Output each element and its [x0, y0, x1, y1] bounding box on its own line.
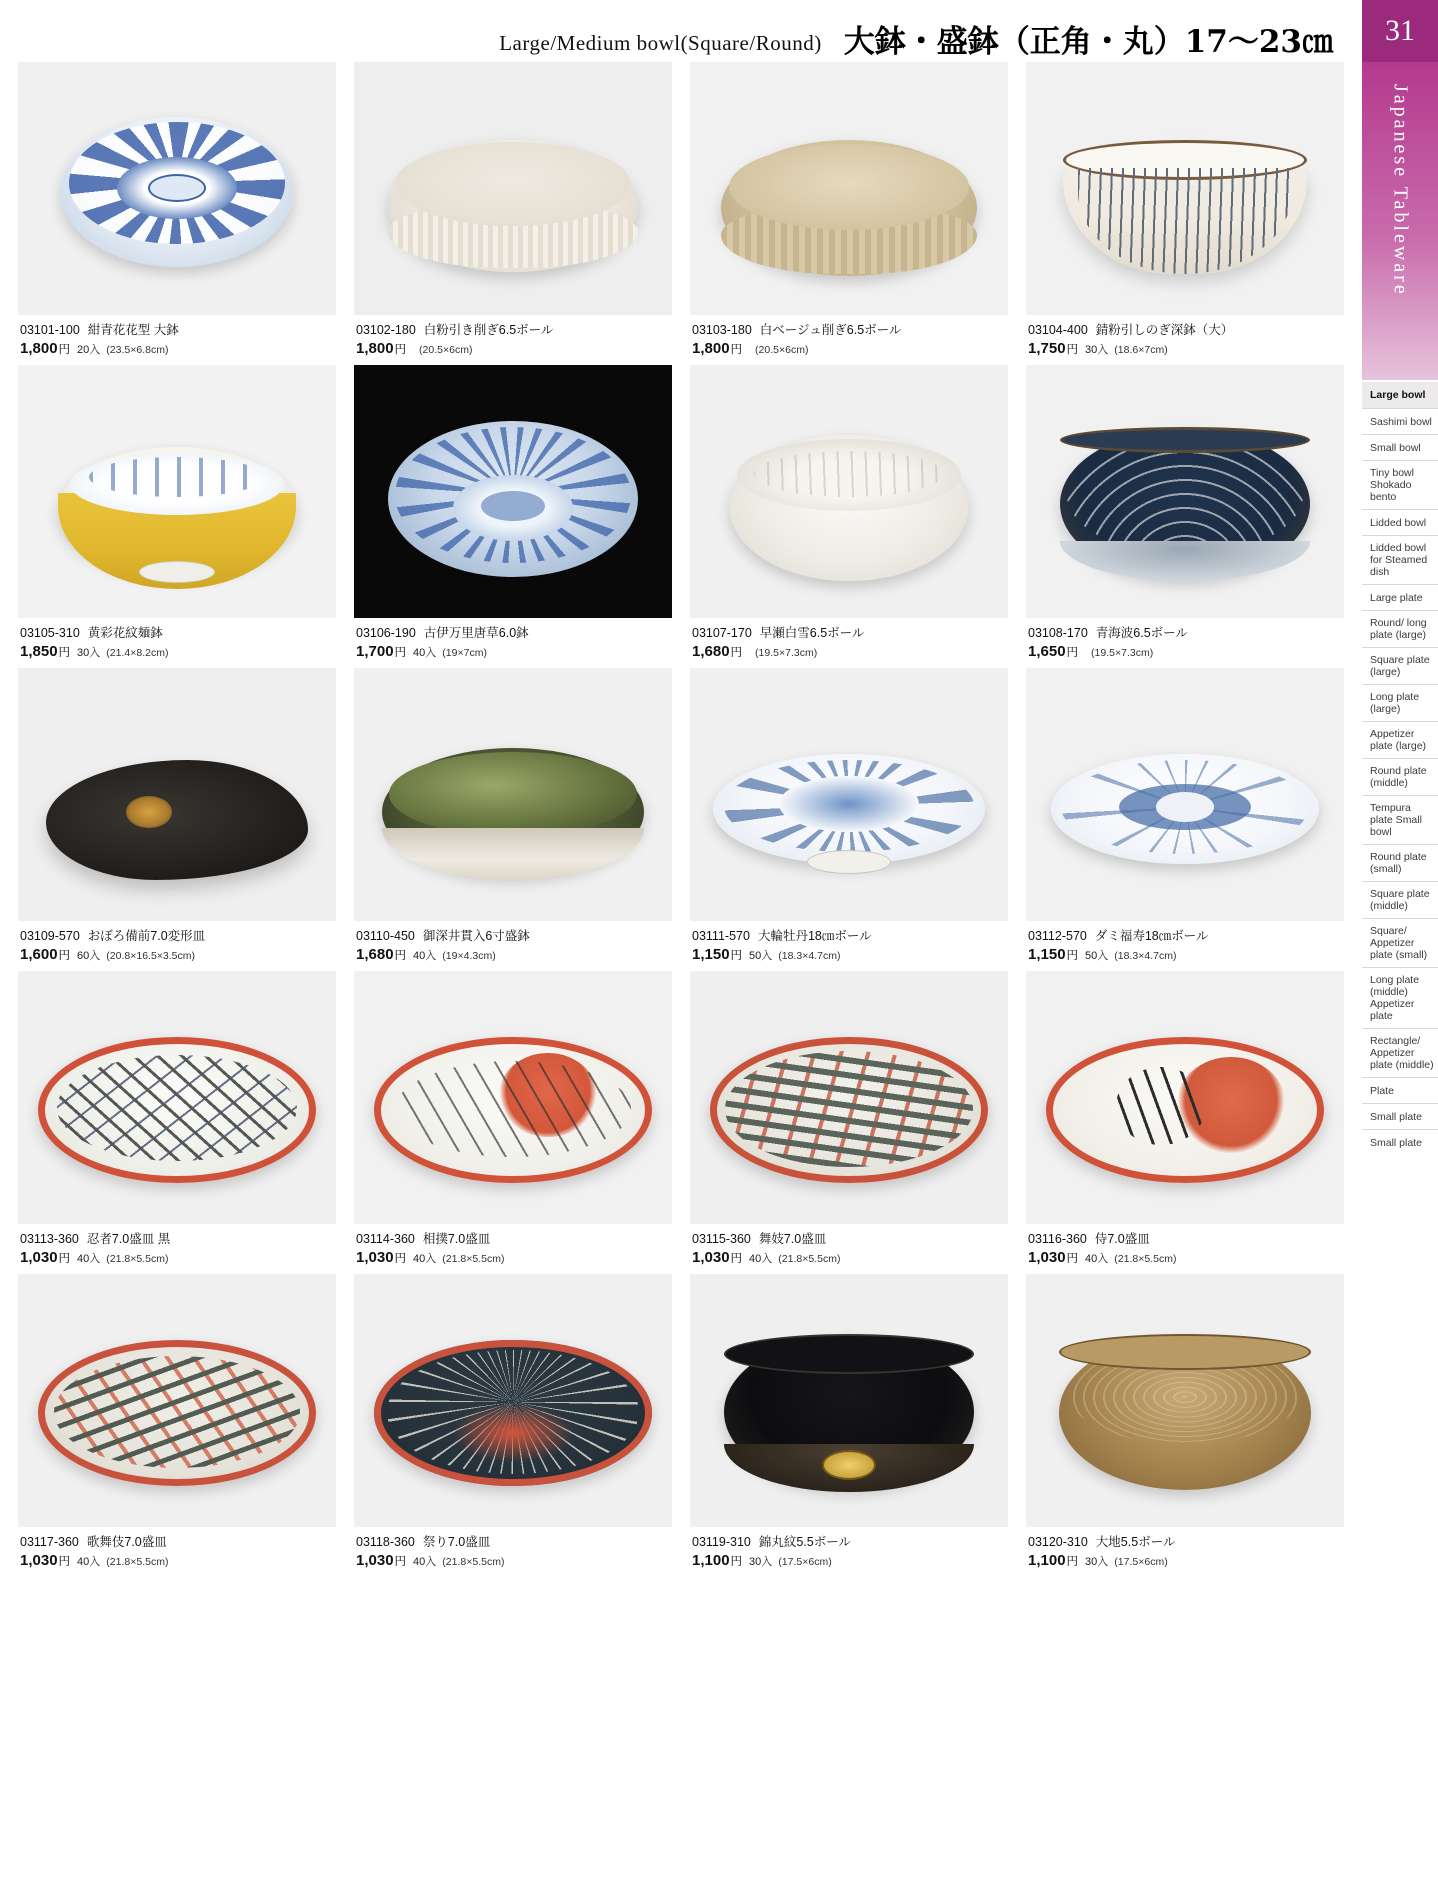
- product-currency: 円: [394, 950, 407, 962]
- rail-item[interactable]: [1362, 647, 1438, 684]
- header-english-title: Large/Medium bowl(Square/Round): [499, 31, 822, 55]
- product-photo: [1026, 1274, 1344, 1527]
- product-currency: 円: [1066, 1556, 1079, 1568]
- rail-item[interactable]: [1362, 1028, 1438, 1077]
- product-size: (21.8×5.5cm): [442, 1253, 505, 1265]
- header-japanese-title: 大鉢・盛鉢（正角・丸）17〜23㎝: [843, 24, 1333, 60]
- product-currency: 円: [394, 647, 407, 659]
- product-quantity: 40入: [413, 1556, 437, 1568]
- product-photo: [1026, 62, 1344, 315]
- product-quantity: 30入: [1085, 1556, 1109, 1568]
- product-photo: [354, 668, 672, 921]
- product-quantity: 40入: [749, 1253, 773, 1265]
- product-name: おぼろ備前7.0変形皿: [87, 929, 206, 943]
- product-cell[interactable]: [354, 971, 672, 1266]
- product-price: 1,800: [356, 340, 394, 357]
- product-size: (21.8×5.5cm): [778, 1253, 841, 1265]
- rail-item-label: Plate: [1370, 1084, 1394, 1097]
- product-quantity: 40入: [77, 1556, 101, 1568]
- product-price: 1,030: [20, 1552, 58, 1569]
- product-quantity: 20入: [77, 344, 101, 356]
- rail-item[interactable]: [1362, 1103, 1438, 1129]
- rail-item-label: Tempura plate Small bowl: [1370, 802, 1422, 838]
- product-caption: [690, 1527, 1008, 1569]
- product-name: 紺青花花型 大鉢: [87, 323, 179, 337]
- product-code: 03119-310: [692, 1535, 751, 1549]
- rail-item-label: Rectangle/ Appetizer plate (middle): [1370, 1035, 1434, 1071]
- product-currency: 円: [730, 950, 743, 962]
- product-photo: [1026, 668, 1344, 921]
- product-price: 1,030: [692, 1249, 730, 1266]
- right-rail: [1345, 0, 1438, 1898]
- product-size: (21.8×5.5cm): [1114, 1253, 1177, 1265]
- product-code: 03110-450: [356, 929, 415, 943]
- product-size: (21.4×8.2cm): [106, 647, 169, 659]
- product-name: 相撲7.0盛皿: [422, 1232, 491, 1246]
- product-photo: [1026, 971, 1344, 1224]
- product-cell[interactable]: [354, 62, 672, 357]
- rail-item-label: Square/ Appetizer plate (small): [1370, 925, 1428, 961]
- rail-item-label: Round plate (small): [1370, 851, 1427, 875]
- rail-item[interactable]: [1362, 509, 1438, 535]
- rail-item[interactable]: [1362, 535, 1438, 584]
- product-price: 1,600: [20, 946, 58, 963]
- rail-item[interactable]: [1362, 610, 1438, 647]
- product-caption: [1026, 1527, 1344, 1569]
- product-photo: [18, 62, 336, 315]
- rail-item[interactable]: [1362, 918, 1438, 967]
- product-code: 03109-570: [20, 929, 80, 943]
- product-currency: 円: [1066, 647, 1079, 659]
- product-photo: [690, 971, 1008, 1224]
- product-currency: 円: [730, 1556, 743, 1568]
- product-code: 03113-360: [20, 1232, 79, 1246]
- product-size: (21.8×5.5cm): [442, 1556, 505, 1568]
- product-photo: [690, 668, 1008, 921]
- product-name: 御深井貫入6寸盛鉢: [422, 929, 530, 943]
- product-caption: [354, 618, 672, 660]
- product-size: (20.8×16.5×3.5cm): [106, 950, 196, 962]
- product-name: 歌舞伎7.0盛皿: [86, 1535, 167, 1549]
- product-caption: [18, 1527, 336, 1569]
- rail-item-label: Round/ long plate (large): [1370, 617, 1427, 641]
- product-currency: 円: [394, 1253, 407, 1265]
- page-header: [0, 0, 1345, 62]
- product-cell[interactable]: [690, 971, 1008, 1266]
- rail-item[interactable]: [1362, 844, 1438, 881]
- product-caption: [354, 1224, 672, 1266]
- rail-item-label: Small bowl: [1370, 441, 1421, 454]
- product-size: (20.5×6cm): [419, 344, 473, 356]
- product-cell[interactable]: [1026, 971, 1344, 1266]
- product-cell[interactable]: [354, 668, 672, 963]
- product-code: 03104-400: [1028, 323, 1088, 337]
- product-currency: 円: [730, 647, 743, 659]
- product-code: 03118-360: [356, 1535, 415, 1549]
- product-size: (21.8×5.5cm): [106, 1253, 169, 1265]
- product-row: [0, 1274, 1345, 1569]
- product-quantity: 50入: [1085, 950, 1109, 962]
- product-name: 黄彩花紋麺鉢: [87, 626, 163, 640]
- product-code: 03102-180: [356, 323, 416, 337]
- product-caption: [690, 921, 1008, 963]
- product-currency: 円: [58, 344, 71, 356]
- product-name: 舞妓7.0盛皿: [758, 1232, 827, 1246]
- product-size: (19×7cm): [442, 647, 487, 659]
- product-quantity: 30入: [77, 647, 101, 659]
- product-photo: [18, 365, 336, 618]
- product-quantity: 40入: [1085, 1253, 1109, 1265]
- product-name: ダミ福寿18㎝ボール: [1094, 929, 1209, 943]
- rail-item[interactable]: [1362, 684, 1438, 721]
- rail-item-label: Tiny bowl Shokado bento: [1370, 467, 1414, 503]
- product-cell[interactable]: [18, 971, 336, 1266]
- page-number: 31: [1362, 0, 1438, 62]
- product-cell[interactable]: [690, 365, 1008, 660]
- product-price: 1,100: [692, 1552, 730, 1569]
- rail-title-label: Japanese Tableware: [1389, 84, 1412, 297]
- product-size: (17.5×6cm): [778, 1556, 832, 1568]
- product-code: 03116-360: [1028, 1232, 1087, 1246]
- rail-item-label: Small plate: [1370, 1136, 1422, 1149]
- product-size: (17.5×6cm): [1114, 1556, 1168, 1568]
- product-caption: [1026, 315, 1344, 357]
- rail-item-label: Large plate: [1370, 591, 1423, 604]
- product-code: 03112-570: [1028, 929, 1087, 943]
- product-currency: 円: [730, 1253, 743, 1265]
- product-cell[interactable]: [1026, 62, 1344, 357]
- product-cell[interactable]: [690, 62, 1008, 357]
- product-cell[interactable]: [18, 1274, 336, 1569]
- product-price: 1,850: [20, 643, 58, 660]
- product-name: 侍7.0盛皿: [1094, 1232, 1150, 1246]
- rail-item[interactable]: [1362, 434, 1438, 460]
- product-code: 03114-360: [356, 1232, 415, 1246]
- product-photo: [18, 1274, 336, 1527]
- product-name: 大輪牡丹18㎝ボール: [757, 929, 872, 943]
- product-code: 03108-170: [1028, 626, 1088, 640]
- product-price: 1,030: [356, 1552, 394, 1569]
- rail-item-label: Lidded bowl for Steamed dish: [1370, 542, 1428, 578]
- product-cell[interactable]: [18, 62, 336, 357]
- rail-item-label: Large bowl: [1370, 389, 1426, 401]
- product-photo: [18, 971, 336, 1224]
- product-cell[interactable]: [18, 668, 336, 963]
- product-photo: [354, 62, 672, 315]
- product-cell[interactable]: [1026, 1274, 1344, 1569]
- product-quantity: 40入: [413, 647, 437, 659]
- rail-item[interactable]: [1362, 408, 1438, 434]
- product-name: 古伊万里唐草6.0鉢: [423, 626, 529, 640]
- product-size: (23.5×6.8cm): [106, 344, 169, 356]
- rail-item-label: Small plate: [1370, 1110, 1422, 1123]
- product-code: 03101-100: [20, 323, 80, 337]
- product-currency: 円: [58, 950, 71, 962]
- product-quantity: 40入: [413, 950, 437, 962]
- product-price: 1,700: [356, 643, 394, 660]
- product-currency: 円: [394, 1556, 407, 1568]
- product-currency: 円: [1066, 950, 1079, 962]
- product-cell[interactable]: [690, 1274, 1008, 1569]
- product-caption: [18, 921, 336, 963]
- product-currency: 円: [1066, 344, 1079, 356]
- rail-item[interactable]: [1362, 967, 1438, 1028]
- rail-item[interactable]: [1362, 721, 1438, 758]
- product-row: [0, 668, 1345, 963]
- product-cell[interactable]: [1026, 365, 1344, 660]
- product-name: 錆粉引しのぎ深鉢（大）: [1095, 323, 1234, 337]
- product-name: 祭り7.0盛皿: [422, 1535, 491, 1549]
- rail-item-label: Square plate (middle): [1370, 888, 1430, 912]
- rail-item-label: Long plate (large): [1370, 691, 1420, 715]
- product-currency: 円: [1066, 1253, 1079, 1265]
- product-name: 早瀬白雪6.5ボール: [759, 626, 865, 640]
- product-price: 1,100: [1028, 1552, 1066, 1569]
- product-code: 03117-360: [20, 1535, 79, 1549]
- product-price: 1,030: [356, 1249, 394, 1266]
- product-cell[interactable]: [354, 365, 672, 660]
- product-caption: [18, 1224, 336, 1266]
- product-price: 1,650: [1028, 643, 1066, 660]
- product-code: 03103-180: [692, 323, 752, 337]
- product-quantity: 60入: [77, 950, 101, 962]
- rail-index-list: [1362, 382, 1438, 1155]
- product-cell[interactable]: [354, 1274, 672, 1569]
- product-photo: [690, 1274, 1008, 1527]
- rail-item-label: Sashimi bowl: [1370, 415, 1432, 428]
- rail-item-label: Appetizer plate (large): [1370, 728, 1427, 752]
- product-quantity: 50入: [749, 950, 773, 962]
- product-price: 1,030: [20, 1249, 58, 1266]
- product-size: (21.8×5.5cm): [106, 1556, 169, 1568]
- product-currency: 円: [58, 1253, 71, 1265]
- product-row: [0, 365, 1345, 660]
- product-caption: [690, 618, 1008, 660]
- product-cell[interactable]: [690, 668, 1008, 963]
- product-cell[interactable]: [1026, 668, 1344, 963]
- product-photo: [354, 971, 672, 1224]
- product-currency: 円: [730, 344, 743, 356]
- product-code: 03107-170: [692, 626, 752, 640]
- product-photo: [354, 365, 672, 618]
- product-size: (19×4.3cm): [442, 950, 496, 962]
- product-size: (19.5×7.3cm): [1091, 647, 1154, 659]
- product-code: 03111-570: [692, 929, 750, 943]
- product-code: 03106-190: [356, 626, 416, 640]
- product-quantity: 40入: [413, 1253, 437, 1265]
- product-size: (20.5×6cm): [755, 344, 809, 356]
- rail-item[interactable]: [1362, 382, 1438, 408]
- rail-item-label: Long plate (middle) Appetizer plate: [1370, 974, 1420, 1022]
- product-caption: [1026, 1224, 1344, 1266]
- product-size: (18.6×7cm): [1114, 344, 1168, 356]
- product-name: 白ベージュ削ぎ6.5ボール: [759, 323, 902, 337]
- product-price: 1,680: [356, 946, 394, 963]
- rail-item[interactable]: [1362, 1129, 1438, 1155]
- product-code: 03115-360: [692, 1232, 751, 1246]
- rail-item[interactable]: [1362, 584, 1438, 610]
- product-currency: 円: [394, 344, 407, 356]
- product-price: 1,680: [692, 643, 730, 660]
- rail-item[interactable]: [1362, 460, 1438, 509]
- rail-item-label: Round plate (middle): [1370, 765, 1427, 789]
- product-size: (18.3×4.7cm): [778, 950, 841, 962]
- product-photo: [354, 1274, 672, 1527]
- rail-item[interactable]: [1362, 881, 1438, 918]
- product-name: 錦丸紋5.5ボール: [758, 1535, 851, 1549]
- product-caption: [690, 1224, 1008, 1266]
- product-photo: [690, 62, 1008, 315]
- product-price: 1,800: [20, 340, 58, 357]
- product-caption: [354, 921, 672, 963]
- product-caption: [690, 315, 1008, 357]
- product-name: 白粉引き削ぎ6.5ボール: [423, 323, 554, 337]
- product-grid: [0, 62, 1345, 1577]
- product-name: 大地5.5ボール: [1095, 1535, 1176, 1549]
- product-caption: [354, 1527, 672, 1569]
- product-caption: [1026, 618, 1344, 660]
- product-row: [0, 971, 1345, 1266]
- product-caption: [18, 315, 336, 357]
- product-code: 03120-310: [1028, 1535, 1088, 1549]
- product-price: 1,030: [1028, 1249, 1066, 1266]
- product-price: 1,750: [1028, 340, 1066, 357]
- product-quantity: 40入: [77, 1253, 101, 1265]
- product-price: 1,150: [692, 946, 730, 963]
- rail-item-label: Lidded bowl: [1370, 516, 1427, 529]
- rail-item[interactable]: [1362, 758, 1438, 795]
- product-photo: [690, 365, 1008, 618]
- product-name: 忍者7.0盛皿 黒: [86, 1232, 171, 1246]
- product-caption: [18, 618, 336, 660]
- product-row: [0, 62, 1345, 357]
- product-photo: [18, 668, 336, 921]
- product-caption: [354, 315, 672, 357]
- product-price: 1,800: [692, 340, 730, 357]
- rail-item[interactable]: [1362, 795, 1438, 844]
- product-quantity: 30入: [1085, 344, 1109, 356]
- product-size: (18.3×4.7cm): [1114, 950, 1177, 962]
- rail-title: [1362, 62, 1438, 380]
- rail-item[interactable]: [1362, 1077, 1438, 1103]
- product-caption: [1026, 921, 1344, 963]
- product-photo: [1026, 365, 1344, 618]
- product-currency: 円: [58, 1556, 71, 1568]
- product-quantity: 30入: [749, 1556, 773, 1568]
- product-price: 1,150: [1028, 946, 1066, 963]
- product-currency: 円: [58, 647, 71, 659]
- product-code: 03105-310: [20, 626, 80, 640]
- rail-item-label: Square plate (large): [1370, 654, 1430, 678]
- product-name: 青海波6.5ボール: [1095, 626, 1188, 640]
- product-cell[interactable]: [18, 365, 336, 660]
- product-size: (19.5×7.3cm): [755, 647, 818, 659]
